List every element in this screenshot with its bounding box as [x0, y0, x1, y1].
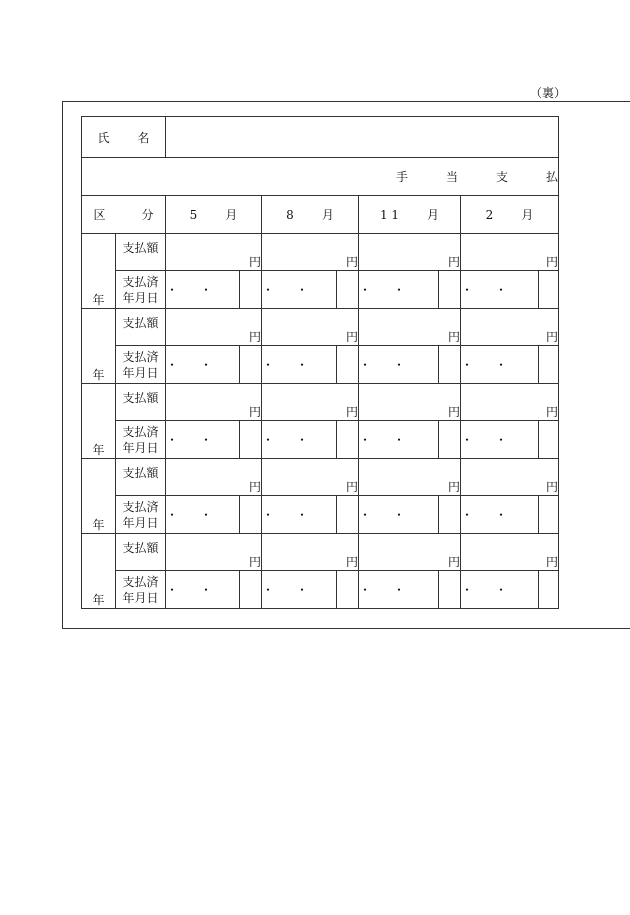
month-header-2 [461, 196, 559, 234]
paid-date-label [116, 346, 166, 384]
amount-field[interactable] [166, 309, 262, 346]
paid-date-row [82, 346, 559, 384]
amount-label [116, 309, 166, 346]
yen-label: 円 [447, 405, 460, 419]
section-title-char-2: 当 [445, 170, 458, 184]
paid-label-line2: 年月日 [122, 440, 159, 455]
amount-label [116, 234, 166, 271]
seal-field[interactable] [539, 271, 559, 309]
yen-label: 円 [545, 480, 558, 494]
yen-label: 円 [345, 330, 358, 344]
paid-date-label [116, 571, 166, 609]
date-dot: ・ [359, 508, 372, 522]
seal-field[interactable] [240, 496, 262, 534]
amount-row [82, 309, 559, 346]
name-label-char-1: 氏 [97, 130, 110, 145]
amount-field[interactable] [359, 384, 461, 421]
date-separators [166, 508, 212, 522]
date-dot: ・ [393, 358, 406, 372]
date-dot: ・ [296, 508, 309, 522]
month-header-5 [166, 196, 262, 234]
kubun-char-2: 分 [141, 208, 154, 222]
paid-date-field[interactable] [262, 271, 337, 309]
date-separators [359, 583, 405, 597]
paid-label-line2: 年月日 [122, 365, 159, 380]
yen-label: 円 [345, 555, 358, 569]
section-title-char-4: 払 [545, 170, 558, 184]
date-dot: ・ [166, 508, 179, 522]
year-cell[interactable] [82, 384, 116, 459]
yen-label: 円 [248, 480, 261, 494]
amount-field[interactable] [461, 459, 559, 496]
date-dot: ・ [200, 283, 213, 297]
seal-field[interactable] [439, 346, 461, 384]
yen-label: 円 [545, 255, 558, 269]
date-dot: ・ [359, 358, 372, 372]
amount-field[interactable] [262, 234, 359, 271]
seal-field[interactable] [439, 571, 461, 609]
amount-field[interactable] [262, 534, 359, 571]
date-separators [262, 508, 308, 522]
paid-date-field[interactable] [461, 571, 539, 609]
yen-label: 円 [545, 330, 558, 344]
allowance-payment-table [81, 116, 559, 609]
date-separators [461, 508, 507, 522]
paid-date-field[interactable] [262, 496, 337, 534]
date-dot: ・ [166, 283, 179, 297]
paid-date-label [116, 496, 166, 534]
date-dot: ・ [262, 283, 275, 297]
seal-field[interactable] [539, 571, 559, 609]
date-separators [359, 283, 405, 297]
yen-label: 円 [345, 480, 358, 494]
seal-field[interactable] [439, 271, 461, 309]
amount-field[interactable] [262, 309, 359, 346]
seal-field[interactable] [240, 346, 262, 384]
date-dot: ・ [495, 433, 508, 447]
kubun-header [82, 196, 166, 234]
date-separators [166, 583, 212, 597]
date-dot: ・ [262, 583, 275, 597]
date-dot: ・ [200, 358, 213, 372]
paid-date-field[interactable] [359, 496, 439, 534]
seal-field[interactable] [539, 421, 559, 459]
yen-label: 円 [345, 405, 358, 419]
month-unit: 月 [427, 208, 440, 222]
date-dot: ・ [495, 583, 508, 597]
amount-field[interactable] [166, 534, 262, 571]
amount-field[interactable] [359, 534, 461, 571]
back-side-label: （裏） [530, 86, 567, 100]
paid-date-field[interactable] [166, 346, 240, 384]
seal-field[interactable] [539, 496, 559, 534]
paid-label-line2: 年月日 [122, 590, 159, 605]
section-title-char-3: 支 [495, 170, 508, 184]
date-dot: ・ [166, 583, 179, 597]
paid-date-row [82, 571, 559, 609]
date-separators [359, 358, 405, 372]
year-cell[interactable] [82, 234, 116, 309]
date-dot: ・ [200, 583, 213, 597]
seal-field[interactable] [439, 421, 461, 459]
section-title-row [82, 158, 559, 196]
amount-label-text: 支払額 [122, 391, 159, 405]
yen-label: 円 [345, 255, 358, 269]
date-dot: ・ [461, 283, 474, 297]
amount-field[interactable] [461, 234, 559, 271]
yen-label: 円 [248, 330, 261, 344]
month-number: 2 [485, 208, 494, 222]
paid-label-line2: 年月日 [122, 290, 159, 305]
paid-date-row [82, 271, 559, 309]
date-dot: ・ [200, 508, 213, 522]
month-number: 1 1 [379, 208, 400, 222]
date-dot: ・ [262, 508, 275, 522]
seal-field[interactable] [240, 571, 262, 609]
date-separators [166, 283, 212, 297]
date-separators [166, 358, 212, 372]
date-separators [461, 583, 507, 597]
amount-field[interactable] [461, 309, 559, 346]
amount-label-text: 支払額 [122, 541, 159, 555]
amount-label [116, 384, 166, 421]
name-label-char-2: 名 [137, 130, 150, 145]
amount-field[interactable] [461, 384, 559, 421]
paid-date-field[interactable] [166, 421, 240, 459]
kubun-char-1: 区 [93, 208, 106, 222]
date-dot: ・ [166, 433, 179, 447]
paid-date-field[interactable] [166, 496, 240, 534]
date-dot: ・ [359, 433, 372, 447]
paid-label-line1: 支払済 [122, 499, 159, 514]
paid-label-line1: 支払済 [122, 574, 159, 589]
amount-row [82, 384, 559, 421]
yen-label: 円 [447, 480, 460, 494]
year-label: 年 [92, 593, 105, 607]
paid-date-field[interactable] [461, 496, 539, 534]
date-dot: ・ [461, 583, 474, 597]
paid-date-field[interactable] [166, 271, 240, 309]
paid-date-field[interactable] [359, 571, 439, 609]
seal-field[interactable] [337, 421, 359, 459]
paid-date-field[interactable] [359, 421, 439, 459]
date-dot: ・ [296, 433, 309, 447]
date-dot: ・ [393, 508, 406, 522]
amount-field[interactable] [359, 309, 461, 346]
amount-label-text: 支払額 [122, 466, 159, 480]
date-dot: ・ [393, 433, 406, 447]
date-dot: ・ [262, 433, 275, 447]
date-separators [461, 358, 507, 372]
year-label: 年 [92, 518, 105, 532]
date-separators [359, 433, 405, 447]
amount-field[interactable] [166, 384, 262, 421]
month-unit: 月 [225, 208, 238, 222]
amount-label [116, 459, 166, 496]
year-label: 年 [92, 443, 105, 457]
paid-date-field[interactable] [461, 421, 539, 459]
date-dot: ・ [461, 358, 474, 372]
year-cell[interactable] [82, 309, 116, 384]
amount-row [82, 534, 559, 571]
amount-field[interactable] [461, 534, 559, 571]
date-dot: ・ [495, 358, 508, 372]
seal-field[interactable] [240, 421, 262, 459]
date-separators [262, 433, 308, 447]
amount-field[interactable] [166, 459, 262, 496]
month-number: 5 [189, 208, 198, 222]
year-cell[interactable] [82, 459, 116, 534]
date-dot: ・ [393, 283, 406, 297]
paid-date-field[interactable] [359, 346, 439, 384]
date-dot: ・ [296, 583, 309, 597]
amount-label-text: 支払額 [122, 316, 159, 330]
date-dot: ・ [461, 433, 474, 447]
date-separators [262, 583, 308, 597]
paid-date-field[interactable] [359, 271, 439, 309]
yen-label: 円 [447, 555, 460, 569]
month-unit: 月 [321, 208, 334, 222]
date-dot: ・ [262, 358, 275, 372]
amount-row [82, 459, 559, 496]
date-separators [461, 433, 507, 447]
paid-date-row [82, 421, 559, 459]
paid-date-label [116, 421, 166, 459]
date-dot: ・ [359, 283, 372, 297]
yen-label: 円 [248, 405, 261, 419]
seal-field[interactable] [439, 496, 461, 534]
date-dot: ・ [495, 508, 508, 522]
paid-date-field[interactable] [262, 421, 337, 459]
paid-date-field[interactable] [461, 271, 539, 309]
paid-label-line1: 支払済 [122, 424, 159, 439]
date-dot: ・ [166, 358, 179, 372]
paid-label-line2: 年月日 [122, 515, 159, 530]
paid-date-field[interactable] [166, 571, 240, 609]
amount-field[interactable] [262, 459, 359, 496]
month-header-8 [262, 196, 359, 234]
date-dot: ・ [495, 283, 508, 297]
yen-label: 円 [447, 255, 460, 269]
date-dot: ・ [200, 433, 213, 447]
amount-label [116, 534, 166, 571]
year-label: 年 [92, 368, 105, 382]
date-dot: ・ [359, 583, 372, 597]
amount-field[interactable] [359, 234, 461, 271]
yen-label: 円 [545, 555, 558, 569]
yen-label: 円 [248, 555, 261, 569]
seal-field[interactable] [337, 496, 359, 534]
seal-field[interactable] [240, 271, 262, 309]
seal-field[interactable] [337, 346, 359, 384]
date-dot: ・ [296, 358, 309, 372]
name-field[interactable] [166, 117, 559, 158]
date-separators [359, 508, 405, 522]
amount-field[interactable] [262, 384, 359, 421]
date-dot: ・ [461, 508, 474, 522]
amount-field[interactable] [359, 459, 461, 496]
paid-date-field[interactable] [262, 571, 337, 609]
date-dot: ・ [393, 583, 406, 597]
paid-label-line1: 支払済 [122, 349, 159, 364]
seal-field[interactable] [539, 346, 559, 384]
date-separators [262, 283, 308, 297]
section-title-char-1: 手 [395, 170, 408, 184]
yen-label: 円 [447, 330, 460, 344]
date-separators [262, 358, 308, 372]
yen-label: 円 [545, 405, 558, 419]
year-cell[interactable] [82, 534, 116, 609]
date-dot: ・ [296, 283, 309, 297]
paid-date-row [82, 496, 559, 534]
paid-date-field[interactable] [461, 346, 539, 384]
yen-label: 円 [248, 255, 261, 269]
amount-label-text: 支払額 [122, 241, 159, 255]
month-number: 8 [286, 208, 294, 222]
name-label-cell [82, 117, 166, 158]
header-row [82, 196, 559, 234]
paid-date-label [116, 271, 166, 309]
seal-field[interactable] [337, 271, 359, 309]
month-unit: 月 [521, 208, 534, 222]
date-separators [461, 283, 507, 297]
paid-date-field[interactable] [262, 346, 337, 384]
amount-row [82, 234, 559, 271]
section-title [82, 158, 559, 196]
name-row [82, 117, 559, 158]
amount-field[interactable] [166, 234, 262, 271]
month-header-11 [359, 196, 461, 234]
paid-label-line1: 支払済 [122, 274, 159, 289]
date-separators [166, 433, 212, 447]
year-label: 年 [92, 293, 105, 307]
seal-field[interactable] [337, 571, 359, 609]
